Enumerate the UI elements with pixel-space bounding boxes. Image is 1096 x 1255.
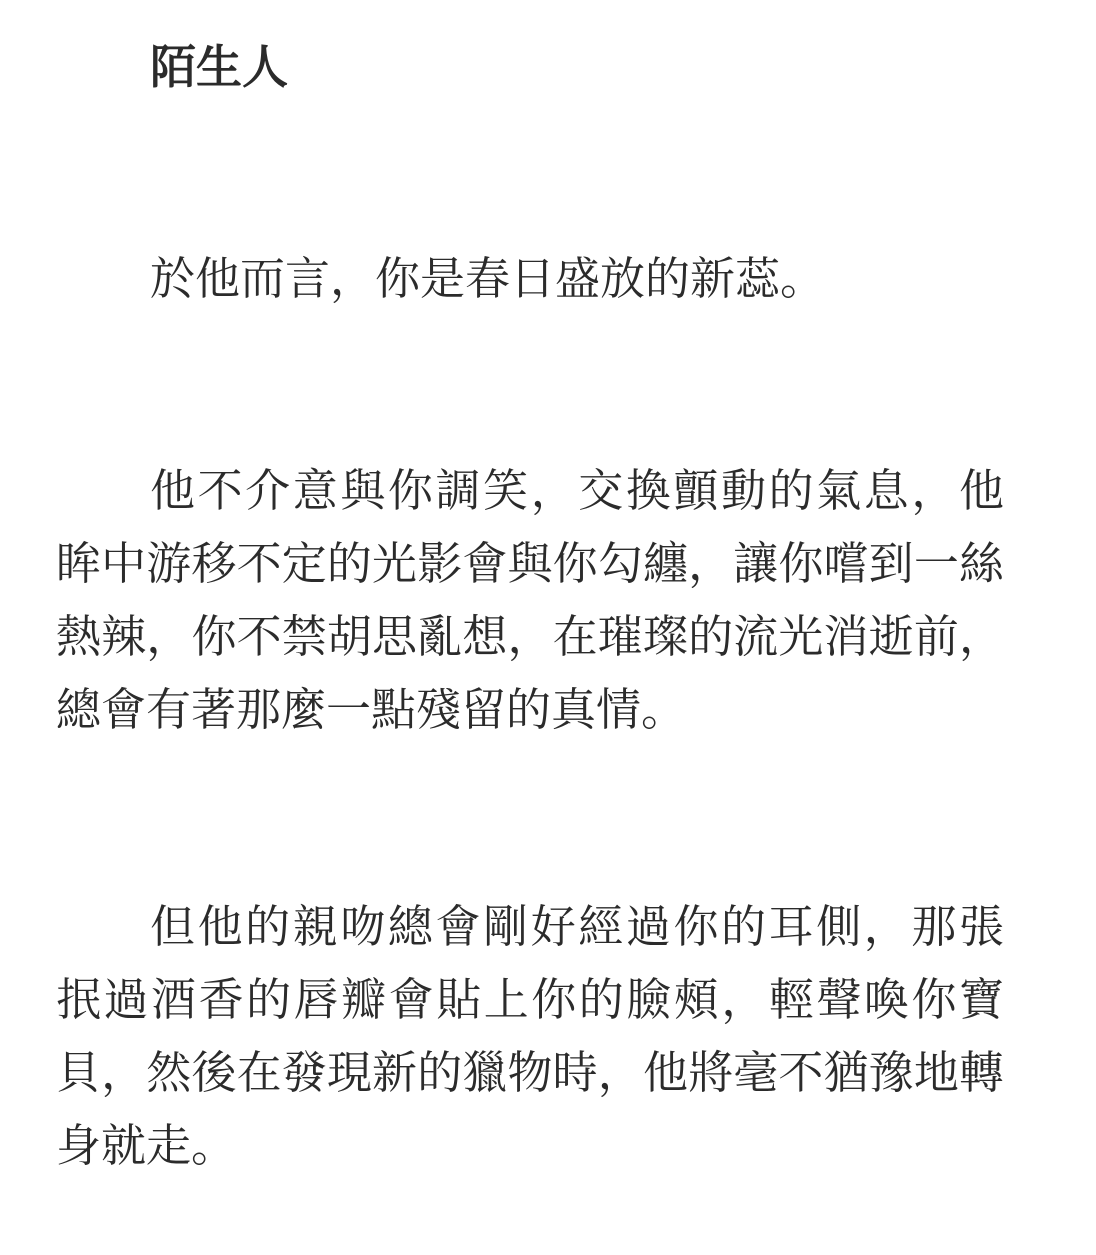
paragraph-1: 於他而言，你是春日盛放的新蕊。 bbox=[150, 252, 826, 305]
paragraph-2: 他不介意與你調笑，交換顫動的氣息，他眸中游移不定的光影會與你勾纏，讓你嚐到一絲熱辣，你不禁胡思亂想，在璀璨的流光消逝前，總會有著那麼一點殘留的真情。 bbox=[56, 464, 1004, 736]
paragraph-3: 但他的親吻總會剛好經過你的耳側，那張抿過酒香的唇瓣會貼上你的臉頰，輕聲喚你寶貝，然後在發現新的獵物時，他將毫不猶豫地轉身就走。 bbox=[56, 900, 1004, 1172]
article-title: 陌生人 bbox=[150, 40, 288, 94]
